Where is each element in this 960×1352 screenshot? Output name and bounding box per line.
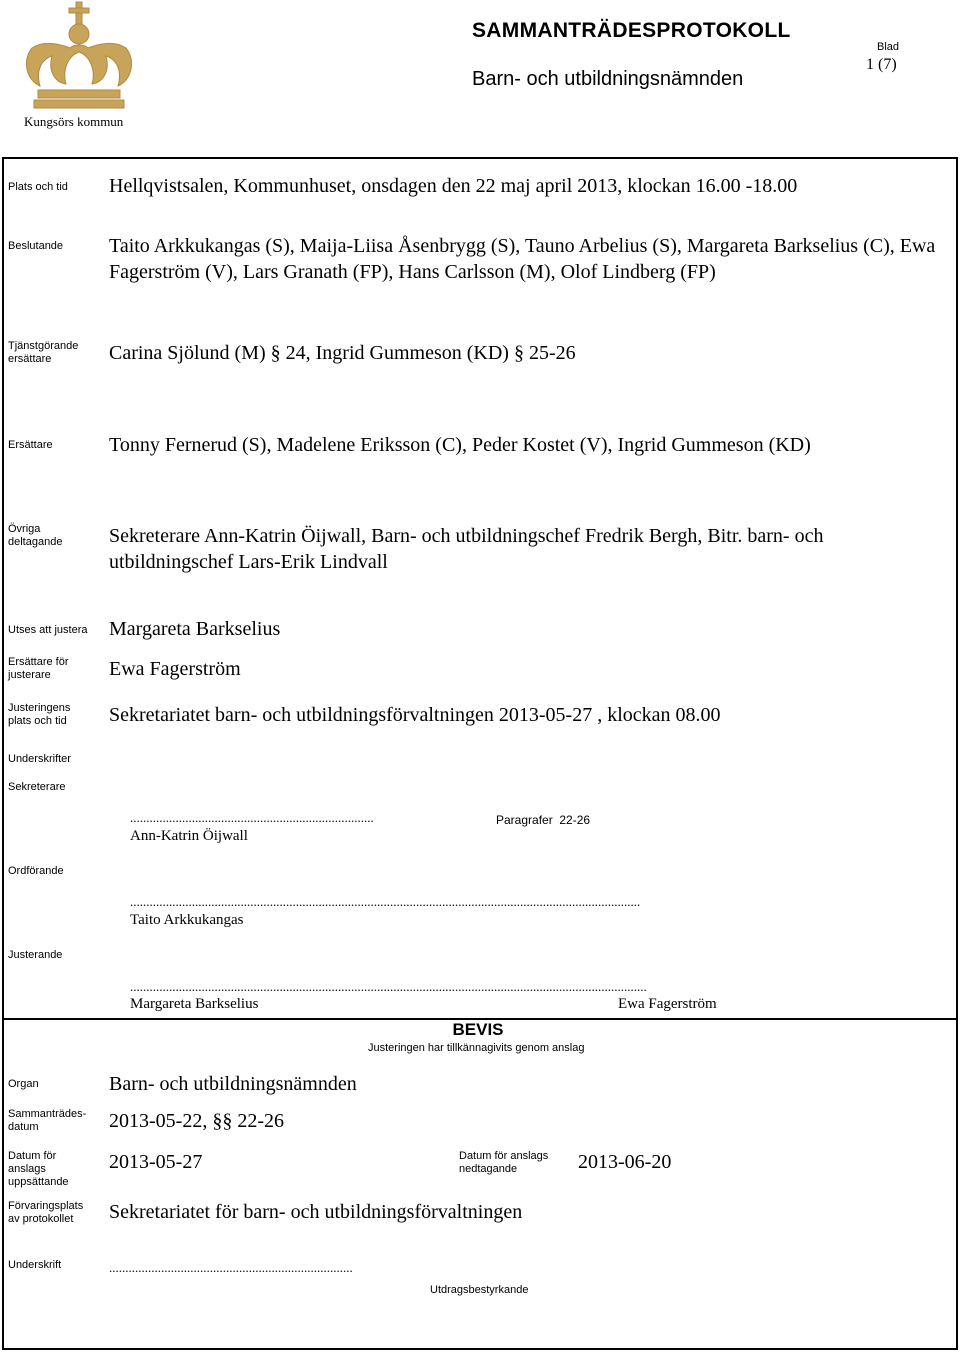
serving-substitutes-label: Tjänstgörande ersättare <box>8 340 79 365</box>
removed-date-value: 2013-06-20 <box>578 1151 672 1173</box>
organ-label: Organ <box>8 1078 39 1090</box>
substitutes-label: Ersättare <box>8 439 53 451</box>
municipality-logo <box>18 0 140 132</box>
other-participants-label: Övriga deltagande <box>8 523 63 548</box>
serving-substitutes-value: Carina Sjölund (M) § 24, Ingrid Gummeson (KD) § 25-26 <box>109 342 576 364</box>
place-label: Plats och tid <box>8 181 68 193</box>
secretary-label: Sekreterare <box>8 781 66 793</box>
secretary-name: Ann-Katrin Öijwall <box>130 828 248 844</box>
sub-adjuster-label: Ersättare för justerare <box>8 656 69 681</box>
adjustment-place-value: Sekretariatet barn- och utbildningsförvaltningen 2013-05-27 , klockan 08.00 <box>109 704 721 726</box>
adjuster-label: Utses att justera <box>8 624 88 636</box>
posted-date-value: 2013-05-27 <box>109 1151 203 1173</box>
meeting-date-label: Sammanträdes-datum <box>8 1108 87 1133</box>
chair-name: Taito Arkkukangas <box>130 912 244 928</box>
storage-value: Sekretariatet för barn- och utbildningsförvaltningen <box>109 1201 523 1223</box>
substitutes-value: Tonny Fernerud (S), Madelene Eriksson (C), Peder Kostet (V), Ingrid Gummeson (KD) <box>109 434 811 456</box>
page-number: 1 (7) <box>866 56 897 73</box>
bevis-subtitle: Justeringen har tillkännagivits genom anslag <box>368 1042 585 1054</box>
adjusting-signature-line: ............................................................................................................................................................... <box>130 979 647 994</box>
paragraphs-text: Paragrafer 22-26 <box>496 813 591 827</box>
adjusting-name-1: Margareta Barkselius <box>130 996 259 1012</box>
organ-value: Barn- och utbildningsnämnden <box>109 1073 357 1095</box>
place-value: Hellqvistsalen, Kommunhuset, onsdagen den 22 maj april 2013, klockan 16.00 -18.00 <box>109 175 798 197</box>
adjustment-place-label: Justeringens plats och tid <box>8 702 71 727</box>
removed-date-label: Datum för anslags nedtagande <box>459 1150 549 1175</box>
page-label: Blad <box>877 41 900 53</box>
adjuster-value: Margareta Barkselius <box>109 618 281 640</box>
logo-text: Kungsörs kommun <box>24 114 124 129</box>
chair-signature-line: ............................................................................................................................................................. <box>130 894 641 909</box>
meeting-date-value: 2013-05-22, §§ 22-26 <box>109 1110 284 1132</box>
committee-name: Barn- och utbildningsnämnden <box>472 68 744 90</box>
adjusting-label: Justerande <box>8 949 63 961</box>
document-title: SAMMANTRÄDESPROTOKOLL <box>472 19 791 42</box>
certification-label: Utdragsbestyrkande <box>430 1284 529 1296</box>
signature-label: Underskrift <box>8 1259 62 1271</box>
bevis-title: BEVIS <box>452 1020 504 1039</box>
adjusting-name-2: Ewa Fagerström <box>618 996 717 1012</box>
posted-date-label: Datum för anslags uppsättande <box>8 1150 69 1188</box>
bevis-signature-line: ........................................................................... <box>109 1260 353 1275</box>
crown-icon <box>18 0 140 112</box>
secretary-signature-line: ........................................................................... <box>130 810 374 825</box>
sub-adjuster-value: Ewa Fagerström <box>109 658 241 680</box>
chair-label: Ordförande <box>8 865 64 877</box>
storage-label: Förvaringsplats av protokollet <box>8 1200 84 1225</box>
signatures-heading: Underskrifter <box>8 753 71 765</box>
other-participants-value: Sekreterare Ann-Katrin Öijwall, Barn- och utbildningschef Fredrik Bergh, Bitr. barn- och utbildningschef Lars-Erik Lindvall <box>109 525 824 573</box>
decision-makers-value: Taito Arkkukangas (S), Maija-Liisa Åsenbrygg (S), Tauno Arbelius (S), Margareta Barkselius (C), Ewa Fagerström (V), Lars Granath (FP), Hans Carlsson (M), Olof Lindberg (FP) <box>109 235 936 283</box>
decision-makers-label: Beslutande <box>8 240 64 252</box>
